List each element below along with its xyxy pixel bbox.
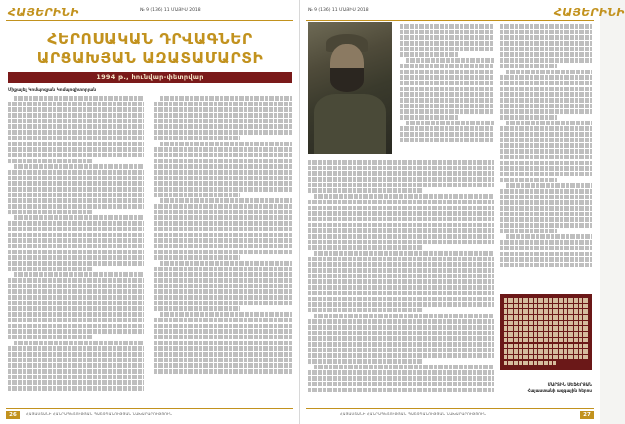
date-band: 1994 թ., հունվար-փետրվար [8,72,292,83]
masthead-logo: ՀԱՅԵՐԻՆԻ [8,6,79,19]
pull-quote-box [500,294,592,370]
footer-text: ՀԱՅԱՍՏԱՆԻ ՀԱՆՐԱՊԵՏՈՒԹՅԱՆ ՊԱՇՏՊԱՆՈՒԹՅԱՆ ՆԱԽԱՐԱՐՈՒԹՅՈՒՆ [340,412,487,416]
top-rule [6,20,293,21]
footer [300,408,600,420]
body-column-1 [8,96,144,396]
right-page [300,0,625,424]
portrait-photo [308,22,392,154]
body-column-1-lower [308,160,494,392]
footer [0,408,299,420]
headline-line-2: ԱՐՑԱԽՅԱՆ ԱԶԱՏԱՄԱՐՏԻ [36,49,264,67]
footer-text: ՀԱՅԱՍՏԱՆԻ ՀԱՆՐԱՊԵՏՈՒԹՅԱՆ ՊԱՇՏՊԱՆՈՒԹՅԱՆ ՆԱԽԱՐԱՐՈՒԹՅՈՒՆ [26,412,173,416]
issue-info: № 9 (136) 11 ՄԱՅԻՍ 2018 [308,8,369,13]
signoff-title: Հայաստանի ազգային հերոս [527,387,592,393]
issue-info: № 9 (136) 11 ՄԱՅԻՍ 2018 [140,8,201,13]
left-page [0,0,300,424]
page-number: 26 [6,411,20,419]
signoff-name: ՄԱՐՏԻՆ ՍԵՖԵՐՅԱՆ [547,382,592,387]
author-byline: Միքայել Կոմպոզյան Կոմպոզիտորյան [8,88,97,93]
masthead-logo: ՀԱՅԵՐԻՆԻ [554,6,625,19]
body-column-2 [154,96,292,396]
signoff [500,382,592,393]
body-column-2 [500,24,592,290]
body-column-1 [400,24,494,156]
headline-line-1: ՀԵՐՈՍԱԿԱՆ ԴՐՎԱԳՆԵՐ [47,30,253,48]
page-number: 27 [580,411,594,419]
top-rule [306,20,594,21]
article-headline [20,30,280,68]
